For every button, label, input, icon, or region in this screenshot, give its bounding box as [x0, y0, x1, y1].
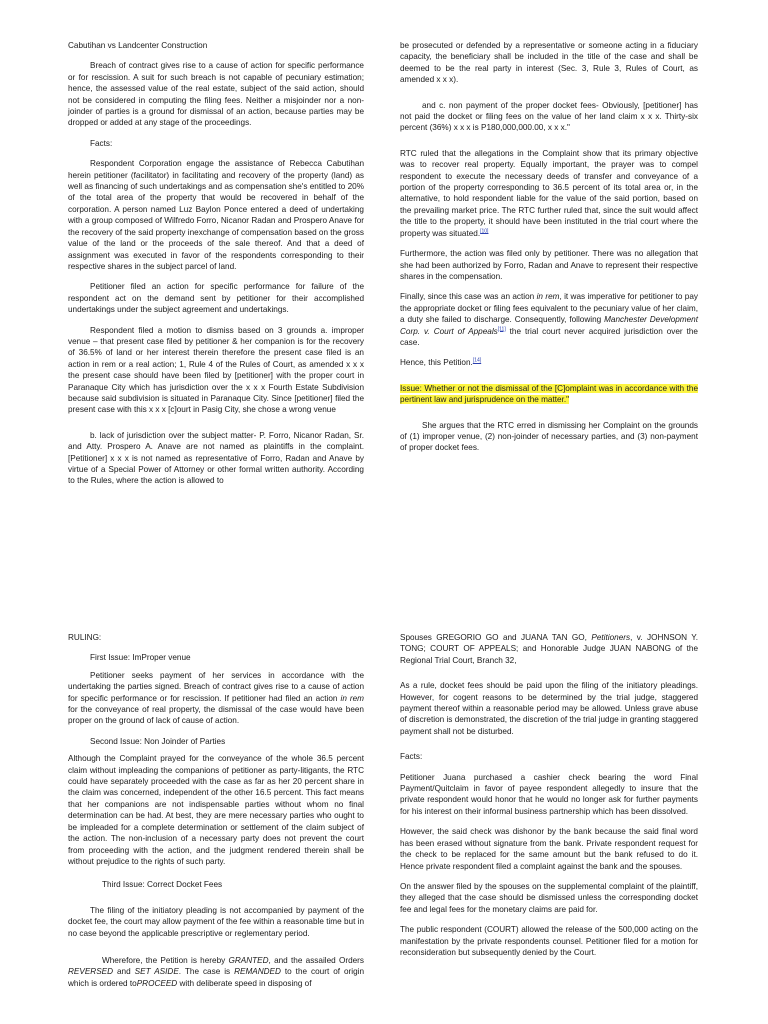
facts2-paragraph-3: On the answer filed by the spouses on the supplemental complaint of the plaintiff, they alleged that the case should be dismissed unless the corresponding docket fee and legal fees for the monetary claims are paid for.	[400, 881, 698, 914]
facts-label: Facts:	[90, 138, 113, 148]
ruling-label: RULING:	[68, 633, 102, 642]
facts-paragraph-3: Respondent filed a motion to dismiss based on 3 grounds a. improper venue – that present case filed by petitioner & her companion is for the recovery of 36.5% of land or her interest therein therefore the present case filed is an action in rem or a real action; 1, Rule 4 of the Rules of Court, as amended x x x the present case should have been filed by [petitioner] with the proper court in Paranaque City which has jurisdiction over the x x x Fourth Estate Subdivision because said subdivision is situated in Paranaque City. Since [petitioner] filed the present case with this x x x [c]ourt in Pasig City, she chose a wrong venue	[68, 325, 364, 415]
disp-text-b: , and the assailed Orders	[268, 955, 364, 965]
facts-paragraph-4: b. lack of jurisdiction over the subject matter- P. Forro, Nicanor Radan, Sr. and Atty. Prospero A. Anave are not named as plaintiffs in the complaint. [Petitioner] x x x is not named as representative of Forro, Radan and Anave by virtue of a Special Power of Attorney or other formal written authority. According to the Rules, where the action is allowed to	[68, 430, 364, 486]
second-issue-heading: Second Issue: Non Joinder of Parties	[90, 736, 226, 746]
disp-em-proceed: PROCEED	[136, 978, 178, 988]
disp-text-f: with deliberate speed in disposing of	[177, 978, 312, 988]
docket-fee-ground: and c. non payment of the proper docket fees- Obviously, [petitioner] has not paid the docket or filing fees on the value of her land claim x x x. Thirty-six percent (36%) x x x is P180,000,000.00, x x x."	[400, 100, 698, 133]
first-issue-heading: First Issue: ImProper venue	[90, 653, 191, 663]
facts-label-2: Facts:	[400, 752, 423, 762]
third-issue-heading: Third Issue: Correct Docket Fees	[102, 880, 223, 890]
doctrine-paragraph: Breach of contract gives rise to a cause of action for specific performance or for rescission. A suit for such breach is not capable of pecuniary estimation; hence, the assessed value of the real estate, subject of the said action, should not be considered in computing the filing fees. Neither a misjoinder nor a non-joinder of parties is a ground for dismissal of an action, because parties may be dropped or added at any stage of the proceedings.	[68, 61, 364, 128]
finally-text-b: , it was imperative for petitioner to pay the appropriate docket or filing fees equivalent to the pecuniary value of her claim, a duty she failed to discharge. Consequently, following	[400, 292, 698, 325]
rtc-ruling-paragraph	[400, 148, 698, 239]
disp-text-d: . The case is	[178, 967, 235, 977]
issue-highlight: Issue: Whether or not the dismissal of the [C]omplaint was in accordance with the pertinent law and jurisprudence on the matter."	[400, 383, 698, 405]
disp-text-a: Wherefore, the Petition is hereby	[102, 955, 229, 965]
finally-paragraph	[400, 291, 698, 348]
first-issue-paragraph	[68, 670, 364, 727]
hence-paragraph	[400, 357, 698, 368]
facts-paragraph-1: Respondent Corporation engage the assistance of Rebecca Cabutihan herein petitioner (facilitator) in facilitating and recovery of the property (land) as well as financing of such undertakings and as compensation she's entitled to 20% of the total area of the property that would be recovered in behalf of the corporation. A person named Luz Baylon Ponce entered a deed of undertaking with a group composed of Wilfredo Forro, Nicanor Radan and Prospero Anave for the recovery of the said property inexchange of compensation based on the gross value of the land or the proceeds of the sale thereof. And that a deed of assignment was executed in favor of the respondents corresponding to their respective shares in the subject parcel of land.	[68, 159, 364, 271]
page1-right-column	[400, 40, 698, 463]
caption-text-b: , v. JOHNSON Y. TONG; COURT OF APPEALS; and Honorable Judge JUAN NABONG of the Regional Trial Court, Branch 32,	[400, 633, 698, 665]
first-issue-text-a: Petitioner seeks payment of her services in accordance with the undertaking the parties signed. Breach of contract gives rise to a cause of action for specific performance or for rescission. If petitioner had filed an action	[68, 670, 364, 703]
caption-em: Petitioners	[591, 633, 631, 642]
finally-text-c: the trial court never acquired jurisdiction over the case.	[400, 326, 698, 347]
page2-left-column	[68, 632, 364, 998]
facts2-paragraph-2: However, the said check was dishonor by the bank because the said final word has been erased without signature from the bank. Private respondent request for the check to be replaced for the same amount but the bank refused to do it. Hence private respondent filed a complaint against the bank and the spouses.	[400, 827, 698, 871]
argument-paragraph: She argues that the RTC erred in dismissing her Complaint on the grounds of (1) improper venue, (2) non-joinder of necessary parties, and (3) non-payment of proper docket fees.	[400, 420, 698, 453]
caption-text-a: Spouses GREGORIO GO and JUANA TAN GO,	[400, 633, 592, 642]
disp-em-set-aside: SET ASIDE	[134, 967, 179, 977]
footnote-link-14[interactable]: [14]	[472, 357, 482, 364]
hence-text: Hence, this Petition.	[400, 358, 473, 368]
disp-text-c: and	[113, 967, 135, 977]
disp-em-reversed: REVERSED	[68, 967, 114, 977]
issue-paragraph	[400, 383, 698, 406]
page2-right-column	[400, 632, 698, 967]
third-issue-paragraph: The filing of the initiatory pleading is not accompanied by payment of the docket fee, the court may allow payment of the fee within a reasonable time but in no case beyond the applicable prescriptive or reglementary period.	[68, 905, 364, 938]
finally-em-case: Manchester Development Corp. v. Court of Appeals	[400, 315, 698, 336]
footnote-link-10[interactable]: [10]	[480, 227, 489, 234]
furthermore-paragraph: Furthermore, the action was filed only by petitioner. There was no allegation that she had been authorized by Forro, Radan and Anave to represent their respective shares in the compensation.	[400, 249, 698, 281]
disp-em-granted: GRANTED	[228, 955, 269, 965]
first-issue-em: in rem	[340, 693, 364, 703]
first-issue-text-b: for the conveyance of real property, the dismissal of the case would have been proper on the ground of lack of cause of action.	[68, 705, 364, 726]
page1-left-column	[68, 40, 364, 496]
disp-text-e: to the court of origin which is ordered to	[68, 967, 365, 988]
footnote-link-11[interactable]: [11]	[497, 325, 506, 332]
finally-text-a: Finally, since this case was an action	[400, 292, 537, 302]
rtc-ruling-text: RTC ruled that the allegations in the Complaint show that its primary objective was to recover real property. Equally important, the prayer was to compel respondent to execute the necessary deeds of transfer and conveyance of a portion of the property corresponding to 36.5 percent of its total area or, in the alternative, to hold respondent liable for the value of the said portion, based on the prevailing market price. The RTC further ruled that, since the suit would affect the title to the property, it should have been instituted in the trial court where the property was situated.	[400, 148, 698, 238]
case-title: Cabutihan vs Landcenter Construction	[68, 41, 208, 50]
second-issue-paragraph: Although the Complaint prayed for the conveyance of the whole 36.5 percent claim without impleading the companions of petitioner as party-litigants, the RTC could have separately proceeded with the case as far as her 20 percent share in the claim was concerned, independent of the other 16.5 percent. This fact means that her companions are not indispensable parties without whom no final determination can be had. At best, they are mere necessary parties who ought to be impleaded for a complete determination or settlement of the claim subject of the action. The non-inclusion of a necessary party does not prevent the court from proceeding with the action, and the judgment rendered therein shall be without prejudice to the rights of such party.	[68, 754, 364, 866]
finally-em-in-rem: in rem	[536, 292, 560, 302]
case-caption	[400, 632, 698, 666]
facts2-paragraph-4: The public respondent (COURT) allowed the release of the 500,000 acting on the manifestation by the private respondents counsel. Petitioner filed for a motion for reconsideration but subsequently denied by the Court.	[400, 925, 698, 957]
disp-em-remanded: REMANDED	[234, 967, 281, 977]
facts2-paragraph-1: Petitioner Juana purchased a cashier check bearing the word Final Payment/Quitclaim in favor of payee respondent allegedly to insure that the private respondent would honor that he would no longer ask for further payments for his interest on their informal business partnership which has been dissolved.	[400, 772, 698, 816]
facts-paragraph-2: Petitioner filed an action for specific performance for failure of the respondent act on the demand sent by petitioner for their accomplished undertakings under the subject agreement and undertakings.	[68, 282, 364, 315]
doctrine-paragraph-2: As a rule, docket fees should be paid upon the filing of the initiatory pleadings. However, for cogent reasons to be determined by the trial judge, staggered payment thereof within a reasonable period may be allowed. Unless grave abuse of discretion is demonstrated, the discretion of the trial judge in granting staggered payment shall not be disturbed.	[400, 681, 698, 736]
continuation-paragraph: be prosecuted or defended by a representative or someone acting in a fiduciary capacity, the beneficiary shall be included in the title of the case and shall be deemed to be the real party in interest (Sec. 3, Rule 3, Rules of Court, as amended x x x).	[400, 41, 698, 85]
dispositive-paragraph	[68, 955, 364, 989]
